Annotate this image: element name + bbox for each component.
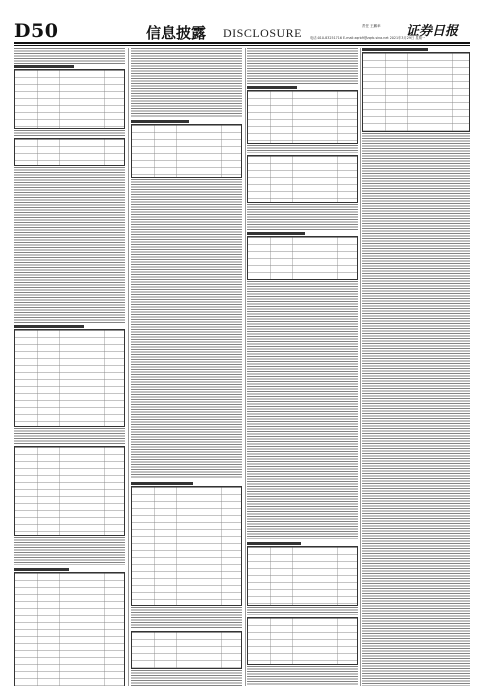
text-block [14, 130, 125, 136]
header-rule [14, 42, 470, 44]
data-table [362, 52, 470, 132]
text-block [247, 48, 358, 84]
data-table [131, 631, 242, 669]
text-block [247, 607, 358, 615]
table-heading [247, 542, 301, 545]
text-block [131, 607, 242, 629]
table-heading [131, 482, 193, 485]
text-block [247, 281, 358, 539]
data-table [247, 617, 358, 665]
table-heading [14, 325, 84, 328]
table-heading [14, 65, 74, 68]
header-rule-thin [14, 45, 470, 46]
text-block [131, 670, 242, 686]
column-4 [362, 48, 470, 686]
data-table [14, 69, 125, 129]
data-table [14, 446, 125, 536]
data-table [131, 486, 242, 606]
contact-meta: 电话:010-83251716 E-mail:zqrb9@zqrb.sina.net 2021年3月29日 星期一 [310, 36, 426, 40]
data-table [14, 138, 125, 166]
table-heading [131, 120, 189, 123]
text-block [14, 48, 125, 64]
text-block [247, 666, 358, 686]
text-block [247, 204, 358, 230]
page-number: D50 [14, 20, 59, 42]
table-heading [14, 568, 69, 571]
data-table [14, 329, 125, 427]
text-block [14, 537, 125, 565]
data-table [131, 124, 242, 178]
table-heading [247, 86, 297, 89]
text-block [131, 48, 242, 118]
editor-credit: 责任 王鹏举 [362, 24, 381, 28]
text-block [362, 133, 470, 686]
column-1 [14, 48, 125, 686]
column-2 [131, 48, 242, 686]
data-table [247, 155, 358, 203]
data-table [247, 236, 358, 280]
data-table [247, 546, 358, 606]
table-heading [247, 232, 305, 235]
newspaper-logo: 证券日报 [406, 24, 459, 39]
section-title: 信息披露 [146, 24, 207, 42]
text-block [131, 179, 242, 479]
text-block [14, 167, 125, 323]
page-header [14, 20, 470, 42]
section-title-en: DISCLOSURE [223, 26, 303, 40]
data-table [14, 572, 125, 686]
text-block [14, 428, 125, 444]
table-heading [362, 48, 428, 51]
data-table [247, 90, 358, 144]
text-block [247, 145, 358, 153]
column-3 [247, 48, 358, 686]
